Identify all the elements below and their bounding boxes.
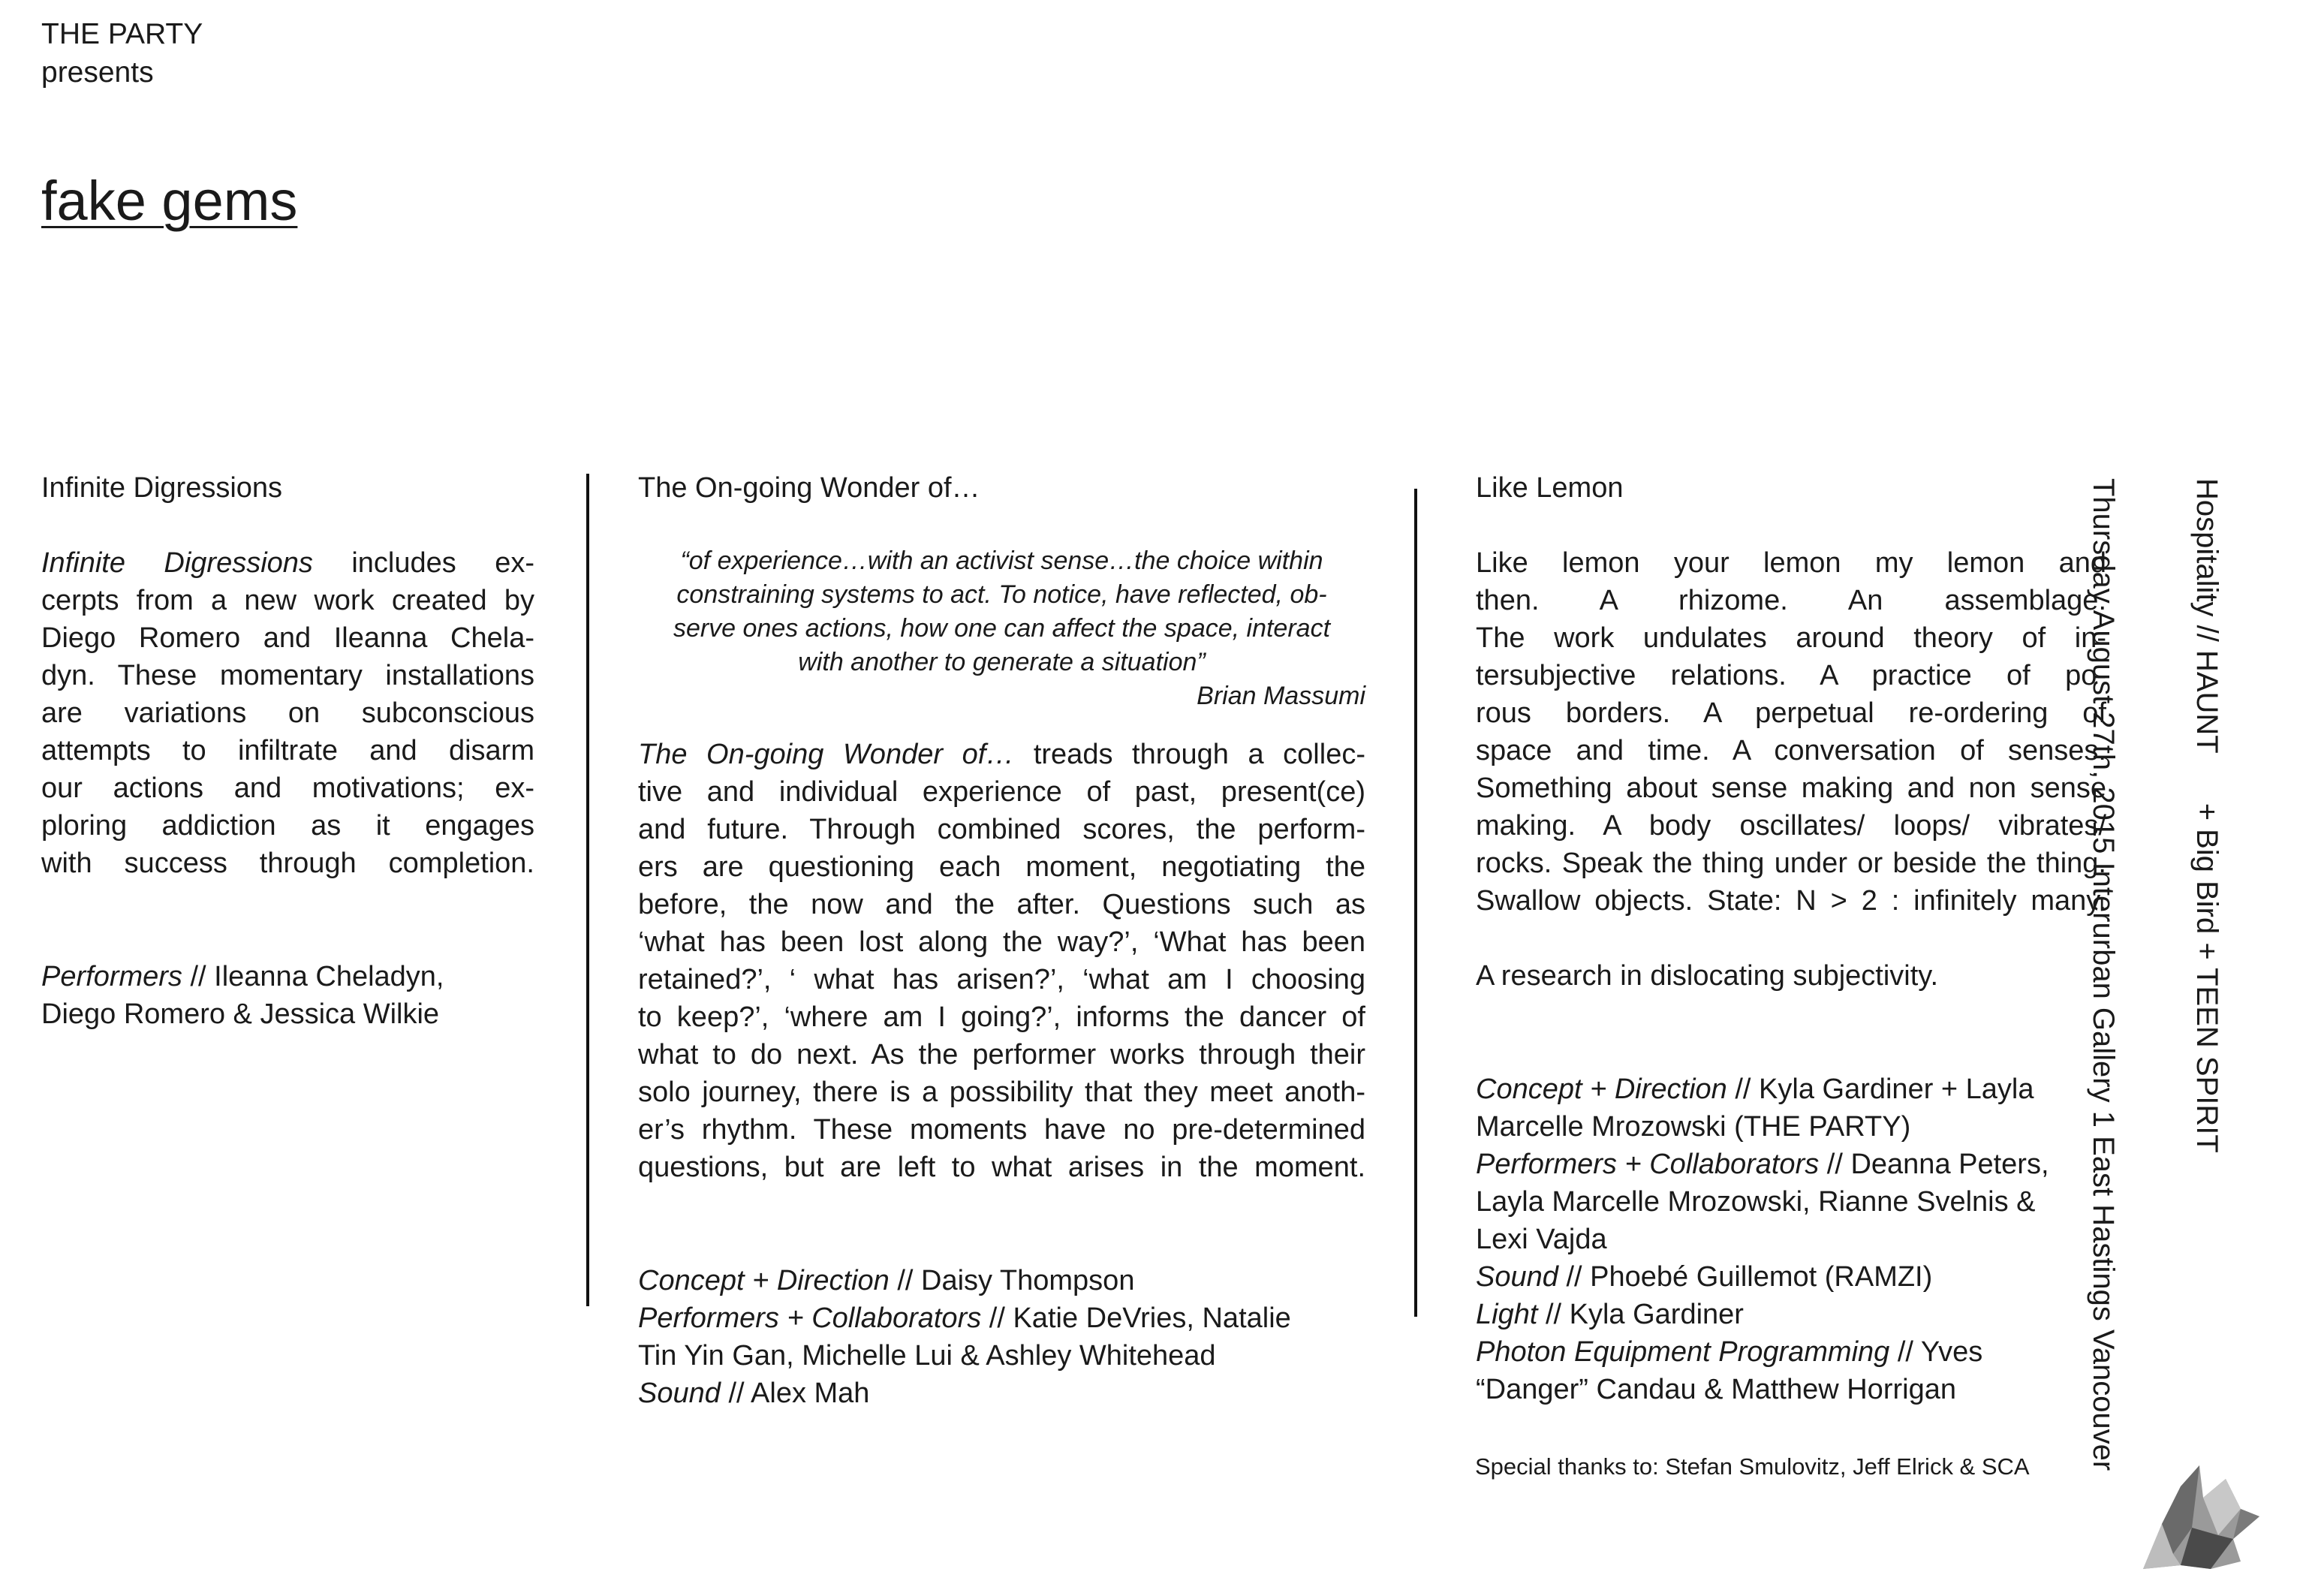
emphasis-label: Performers: [41, 961, 182, 992]
credits: [41, 958, 534, 1033]
text-line: [1476, 1221, 2106, 1258]
text-line: [638, 1337, 1365, 1375]
text-line: [638, 886, 1365, 923]
line-text: cerpts from a new work created by: [41, 585, 534, 616]
text-line: [41, 619, 534, 657]
line-text: rous borders. A perpetual re-ordering of: [1476, 697, 2106, 729]
credits: [1476, 1071, 2106, 1408]
line-text: dyn. These momentary installations: [41, 660, 534, 691]
text-line: [638, 1149, 1365, 1186]
column-divider: [1414, 489, 1417, 1317]
event-date-venue: Thursday August 27th, 2015 Interurban Gallery 1 East Hastings Vancouver: [2087, 478, 2120, 1471]
text-line: [638, 998, 1365, 1036]
line-text: with success through completion.: [41, 848, 534, 879]
text-line: [1476, 1333, 2106, 1371]
line-text: what to do next. As the performer works through their: [638, 1039, 1365, 1071]
line-text: making. A body oscillates/ loops/ vibrates/: [1476, 810, 2106, 842]
line-text: tive and individual experience of past, present(ce): [638, 776, 1365, 808]
text-line: [1476, 807, 2106, 845]
column-like-lemon: [1476, 469, 2106, 1408]
text-line: [638, 961, 1365, 998]
presents-label: presents: [41, 56, 154, 89]
text-line: [41, 694, 534, 732]
text-line: [1476, 1183, 2106, 1221]
text-line: [1476, 1108, 2106, 1146]
text-line: [41, 995, 534, 1033]
text-line: [1476, 544, 2106, 582]
text-line: [638, 848, 1365, 886]
credits: [638, 1262, 1365, 1412]
quote-line: “of experience…with an activist sense…the choice within: [680, 547, 1323, 575]
description: [1476, 544, 2106, 920]
line-text: treads through a collec-: [1014, 739, 1365, 770]
line-text: ploring addiction as it engages: [41, 810, 534, 842]
emphasis-label: Sound: [638, 1378, 721, 1409]
text-line: [41, 958, 534, 995]
column-heading: Infinite Digressions: [41, 472, 283, 504]
event-info-vertical: [2087, 478, 2293, 1471]
line-text: Tin Yin Gan, Michelle Lui & Ashley Whitehead: [638, 1340, 1216, 1372]
column-heading: The On-going Wonder of…: [638, 472, 980, 504]
line-text: are variations on subconscious: [41, 697, 534, 729]
text-line: [1476, 1146, 2106, 1183]
text-line: [638, 1262, 1365, 1299]
text-line: [638, 1036, 1365, 1074]
text-line: [41, 582, 534, 619]
description: [638, 736, 1365, 1186]
presenter-block: [41, 15, 203, 92]
line-text: // Deanna Peters,: [1819, 1149, 2049, 1180]
line-text: Lexi Vajda: [1476, 1224, 1607, 1255]
line-text: retained?’, ‘ what has arisen?’, ‘what am I choosing: [638, 964, 1365, 995]
line-text: questions, but are left to what arises in the moment.: [638, 1152, 1365, 1183]
page-title: fake gems: [41, 170, 298, 232]
text-line: [1476, 619, 2106, 657]
line-text: The work undulates around theory of in-: [1476, 622, 2106, 654]
text-line: [1476, 1258, 2106, 1296]
line-text: // Phoebé Guillemot (RAMZI): [1558, 1261, 1933, 1293]
text-line: [638, 811, 1365, 848]
text-line: [1476, 1371, 2106, 1408]
column-ongoing-wonder: [638, 469, 1365, 1412]
text-line: [41, 544, 534, 582]
line-text: Like lemon your lemon my lemon and: [1476, 547, 2106, 579]
text-line: [41, 769, 534, 807]
line-text: includes ex-: [312, 547, 534, 579]
gem-crystal-icon: [2128, 1456, 2263, 1576]
emphasis-label: Infinite Digressions: [41, 547, 313, 579]
line-text: Marcelle Mrozowski (THE PARTY): [1476, 1111, 1911, 1143]
text-line: [1476, 845, 2106, 882]
text-line: [1476, 694, 2106, 732]
line-text: Swallow objects. State: N > 2 : infinitely many.: [1476, 885, 2106, 917]
text-line: [1476, 582, 2106, 619]
line-text: // Kyla Gardiner: [1537, 1299, 1744, 1330]
line-text: Diego Romero and Ileanna Chela-: [41, 622, 534, 654]
emphasis-label: Photon Equipment Programming: [1476, 1336, 1890, 1368]
text-line: [1476, 732, 2106, 769]
emphasis-label: Performers + Collaborators: [1476, 1149, 1820, 1180]
quote-line: with another to generate a situation”: [798, 648, 1206, 676]
text-line: [638, 1375, 1365, 1412]
line-text: // Ileanna Cheladyn,: [182, 961, 444, 992]
line-text: // Yves: [1889, 1336, 1983, 1368]
line-text: attempts to infiltrate and disarm: [41, 735, 534, 766]
line-text: “Danger” Candau & Matthew Horrigan: [1476, 1374, 1956, 1405]
line-text: // Kyla Gardiner + Layla: [1726, 1074, 2034, 1105]
text-line: [638, 1111, 1365, 1149]
line-text: and future. Through combined scores, the perform-: [638, 814, 1365, 845]
line-text: Diego Romero & Jessica Wilkie: [41, 998, 440, 1030]
text-line: [1476, 1071, 2106, 1108]
column-infinite-digressions: [41, 469, 534, 1033]
description: [41, 544, 534, 882]
line-text: Layla Marcelle Mrozowski, Rianne Svelnis &: [1476, 1186, 2036, 1218]
text-line: [41, 732, 534, 769]
quote-author: Brian Massumi: [1197, 682, 1365, 710]
line-text: tersubjective relations. A practice of po-: [1476, 660, 2106, 691]
emphasis-label: The On-going Wonder of…: [638, 739, 1015, 770]
text-line: [1476, 769, 2106, 807]
line-text: ‘what has been lost along the way?’, ‘What has been: [638, 926, 1365, 958]
line-text: solo journey, there is a possibility that they meet anoth-: [638, 1077, 1365, 1108]
special-thanks: Special thanks to: Stefan Smulovitz, Jeff Elrick & SCA: [1475, 1453, 2030, 1480]
text-line: [638, 1074, 1365, 1111]
emphasis-label: Sound: [1476, 1261, 1558, 1293]
line-text: // Alex Mah: [720, 1378, 870, 1409]
line-text: // Daisy Thompson: [889, 1265, 1135, 1296]
line-text: then. A rhizome. An assemblage.: [1476, 585, 2106, 616]
column-divider: [586, 474, 589, 1306]
line-text: space and time. A conversation of senses.: [1476, 735, 2106, 766]
line-text: rocks. Speak the thing under or beside the thing.: [1476, 848, 2106, 879]
emphasis-label: Performers + Collaborators: [638, 1302, 982, 1334]
text-line: [1476, 882, 2106, 920]
text-line: [638, 736, 1365, 773]
text-line: [41, 845, 534, 882]
tagline: A research in dislocating subjectivity.: [1476, 960, 1939, 992]
line-text: before, the now and the after. Questions such as: [638, 889, 1365, 920]
line-text: // Katie DeVries, Natalie: [981, 1302, 1291, 1334]
text-line: [41, 807, 534, 845]
text-line: [41, 657, 534, 694]
event-hosts: Hospitality // HAUNT + Big Bird + TEEN SPIRIT: [2190, 478, 2223, 1153]
quote-line: serve ones actions, how one can affect the space, interact: [673, 614, 1331, 643]
text-line: [1476, 1296, 2106, 1333]
text-line: [1476, 657, 2106, 694]
emphasis-label: Concept + Direction: [1476, 1074, 1727, 1105]
quote-line: constraining systems to act. To notice, have reflected, ob-: [676, 580, 1327, 609]
text-line: [638, 1299, 1365, 1337]
text-line: [638, 923, 1365, 961]
column-heading: Like Lemon: [1476, 472, 1624, 504]
line-text: Something about sense making and non sense: [1476, 772, 2106, 804]
line-text: er’s rhythm. These moments have no pre-determined: [638, 1114, 1365, 1146]
line-text: our actions and motivations; ex-: [41, 772, 534, 804]
emphasis-label: Light: [1476, 1299, 1538, 1330]
emphasis-label: Concept + Direction: [638, 1265, 890, 1296]
presenter-name: THE PARTY: [41, 18, 203, 50]
line-text: ers are questioning each moment, negotiating the: [638, 851, 1365, 883]
line-text: to keep?’, ‘where am I going?’, informs the dancer of: [638, 1001, 1365, 1033]
quote: [638, 544, 1365, 713]
text-line: [638, 773, 1365, 811]
